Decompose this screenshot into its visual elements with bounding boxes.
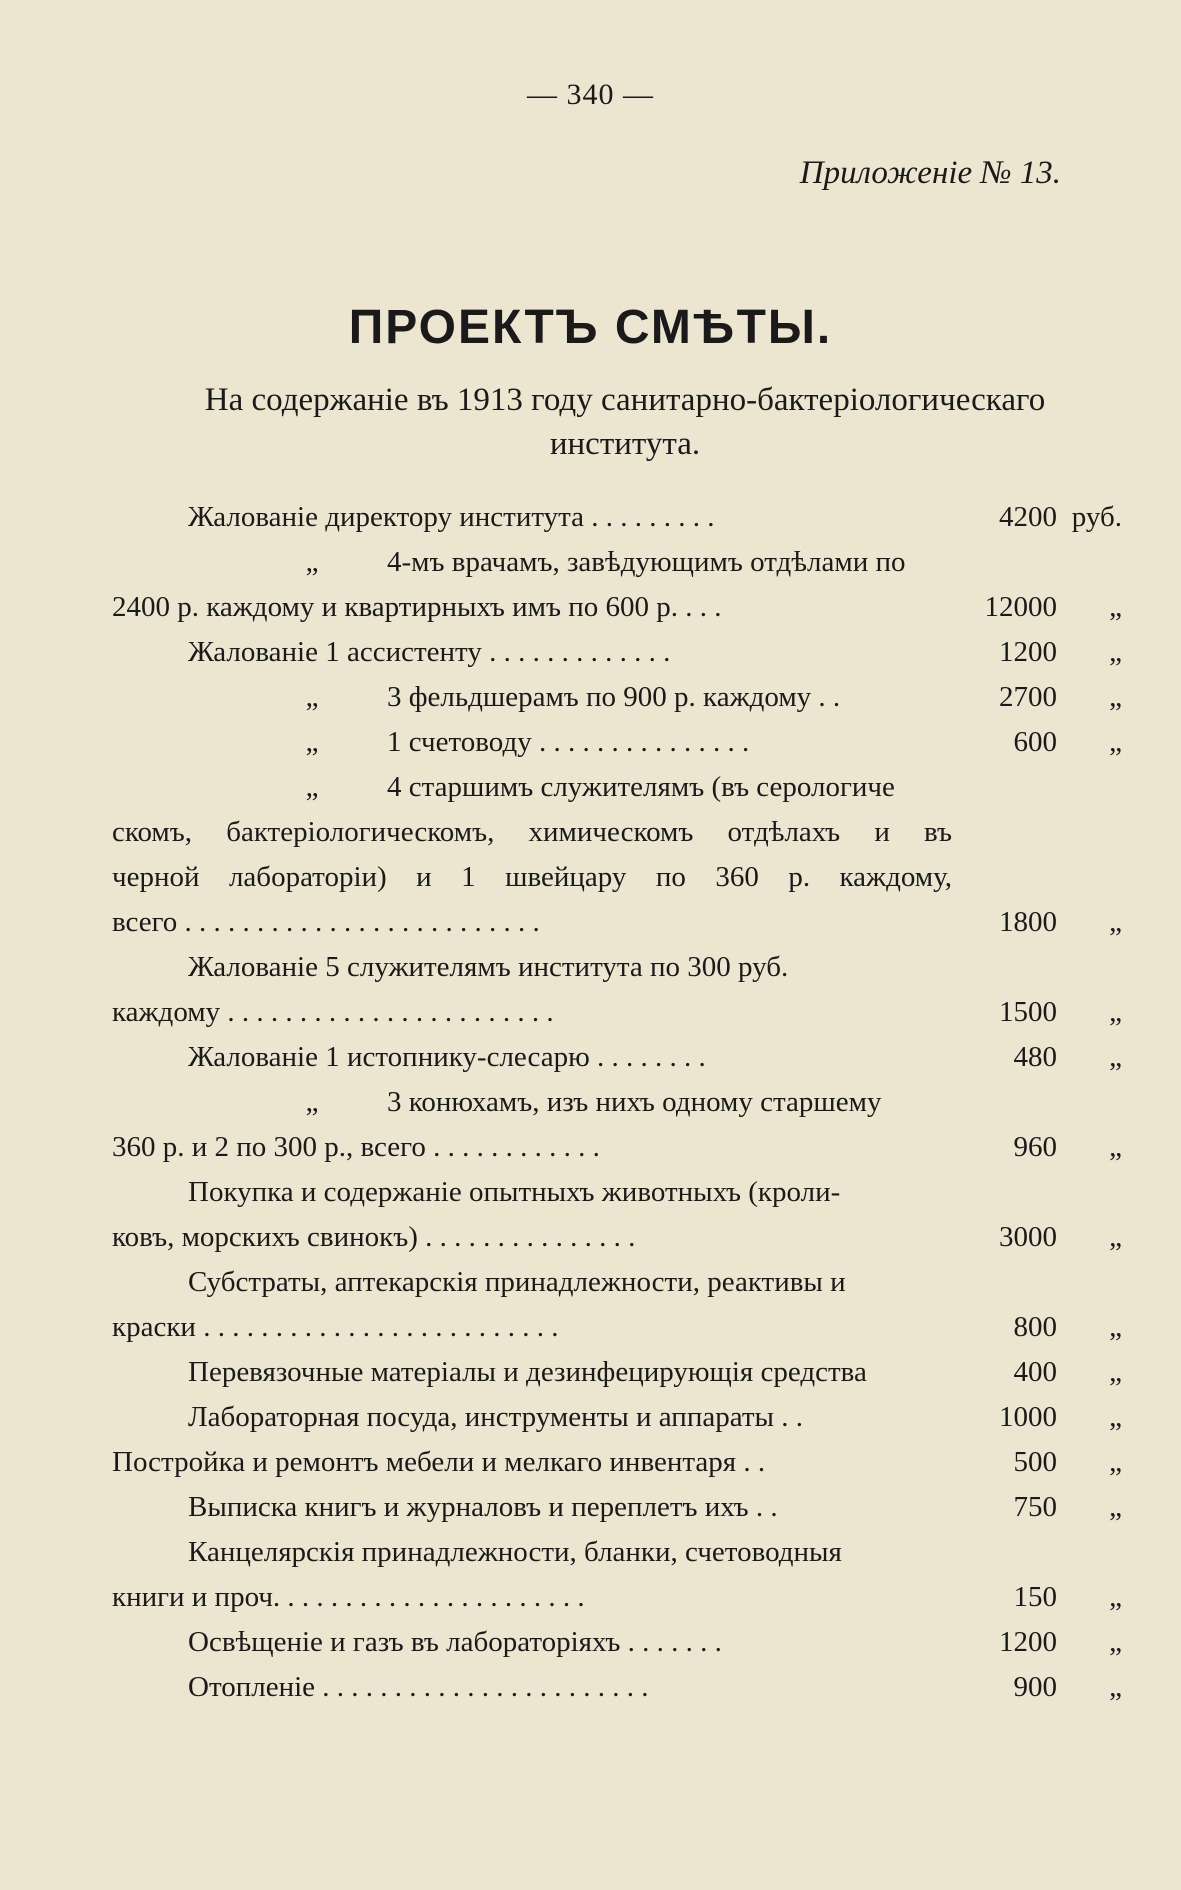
row-text: Субстраты, аптекарскія принадлежности, реактивы и xyxy=(188,1266,846,1298)
budget-row xyxy=(112,1215,1122,1260)
row-unit: „ xyxy=(1109,1221,1122,1253)
row-text: всего . . . . . . . . . . . . . . . . . . . . . . . . . xyxy=(112,906,540,938)
row-text: Жалованіе 1 ассистенту . . . . . . . . . . . . . xyxy=(188,636,671,668)
row-text: Выписка книгъ и журналовъ и переплетъ ихъ . . xyxy=(188,1491,778,1523)
row-unit: „ xyxy=(1109,1131,1122,1163)
budget-row xyxy=(112,585,1122,630)
budget-row xyxy=(112,720,1122,765)
row-unit: „ xyxy=(1109,726,1122,758)
row-text: каждому . . . . . . . . . . . . . . . . . . . . . . . xyxy=(112,996,554,1028)
row-unit: „ xyxy=(1109,591,1122,623)
budget-row xyxy=(112,1305,1122,1350)
row-text: Жалованіе 1 истопнику-слесарю . . . . . . . . xyxy=(188,1041,706,1073)
row-text: Канцелярскія принадлежности, бланки, счетоводныя xyxy=(188,1536,842,1568)
row-amount: 600 xyxy=(1013,726,1057,758)
page-number: — 340 — xyxy=(527,78,654,111)
subtitle-line-1: На содержаніе въ 1913 году санитарно-бактеріологическаго xyxy=(204,382,1046,418)
row-amount: 3000 xyxy=(999,1221,1057,1253)
row-text: Освѣщеніе и газъ въ лабораторіяхъ . . . . . . . xyxy=(188,1626,722,1658)
row-amount: 1200 xyxy=(999,636,1057,668)
page-title: ПРОЕКТЪ СМѢТЫ. xyxy=(348,301,833,354)
row-amount: 480 xyxy=(1013,1041,1057,1073)
row-unit: руб. xyxy=(1071,501,1122,533)
row-amount: 500 xyxy=(1013,1446,1057,1478)
row-text-ditto xyxy=(112,720,952,765)
budget-row xyxy=(112,990,1122,1035)
row-unit: „ xyxy=(1109,1041,1122,1073)
budget-row xyxy=(112,1395,1122,1440)
budget-row xyxy=(112,1350,1122,1395)
row-text: 360 р. и 2 по 300 р., всего . . . . . . . . . . . . xyxy=(112,1131,600,1163)
row-text: ковъ, морскихъ свинокъ) . . . . . . . . . . . . . . . xyxy=(112,1221,636,1253)
row-text: 1 счетоводу . . . . . . . . . . . . . . . xyxy=(387,726,750,758)
row-text-ditto xyxy=(112,540,952,585)
ditto-mark: „ xyxy=(305,771,319,803)
row-text: Постройка и ремонтъ мебели и мелкаго инвентаря . . xyxy=(112,1446,766,1478)
row-unit: „ xyxy=(1109,1626,1122,1658)
budget-list xyxy=(112,495,1122,1710)
row-text-ditto xyxy=(112,765,952,810)
row-text: черной лабораторіи) и 1 швейцару по 360 р. каждому, xyxy=(112,861,952,893)
budget-row xyxy=(112,945,1122,990)
budget-row xyxy=(112,1260,1122,1305)
row-text: краски . . . . . . . . . . . . . . . . . . . . . . . . . xyxy=(112,1311,559,1343)
budget-row xyxy=(112,1665,1122,1710)
budget-row xyxy=(112,855,1122,900)
row-amount: 1000 xyxy=(999,1401,1057,1433)
row-text: скомъ, бактеріологическомъ, химическомъ отдѣлахъ и въ xyxy=(112,816,952,848)
subtitle-line-2: института. xyxy=(549,426,701,462)
budget-row xyxy=(112,1485,1122,1530)
budget-row xyxy=(112,1620,1122,1665)
budget-row xyxy=(112,1080,1122,1125)
row-amount: 960 xyxy=(1013,1131,1057,1163)
row-amount: 2700 xyxy=(999,681,1057,713)
row-text: Жалованіе директору института . . . . . . . . . xyxy=(188,501,715,533)
row-text: книги и проч. . . . . . . . . . . . . . . . . . . . . . xyxy=(112,1581,585,1613)
row-unit: „ xyxy=(1109,996,1122,1028)
row-unit: „ xyxy=(1109,636,1122,668)
row-unit: „ xyxy=(1109,906,1122,938)
row-amount: 4200 xyxy=(999,501,1057,533)
budget-row xyxy=(112,495,1122,540)
budget-row xyxy=(112,1170,1122,1215)
budget-row xyxy=(112,1575,1122,1620)
row-amount: 400 xyxy=(1013,1356,1057,1388)
row-text: Перевязочные матеріалы и дезинфецирующія средства xyxy=(188,1356,867,1388)
budget-row xyxy=(112,540,1122,585)
row-text: 2400 р. каждому и квартирныхъ имъ по 600 р. . . . xyxy=(112,591,722,623)
row-unit: „ xyxy=(1109,1311,1122,1343)
row-text: 4 старшимъ служителямъ (въ серологиче xyxy=(387,771,895,803)
row-text: Покупка и содержаніе опытныхъ животныхъ (кроли- xyxy=(188,1176,841,1208)
budget-row xyxy=(112,765,1122,810)
budget-row xyxy=(112,1440,1122,1485)
row-amount: 1500 xyxy=(999,996,1057,1028)
row-amount: 1800 xyxy=(999,906,1057,938)
row-amount: 150 xyxy=(1013,1581,1057,1613)
budget-row xyxy=(112,630,1122,675)
row-unit: „ xyxy=(1109,1671,1122,1703)
row-unit: „ xyxy=(1109,1581,1122,1613)
budget-row xyxy=(112,900,1122,945)
budget-row xyxy=(112,675,1122,720)
row-text: Отопленіе . . . . . . . . . . . . . . . . . . . . . . . xyxy=(188,1671,649,1703)
ditto-mark: „ xyxy=(305,681,319,713)
row-amount: 1200 xyxy=(999,1626,1057,1658)
row-text: 3 конюхамъ, изъ нихъ одному старшему xyxy=(387,1086,882,1118)
row-amount: 750 xyxy=(1013,1491,1057,1523)
row-unit: „ xyxy=(1109,1401,1122,1433)
ditto-mark: „ xyxy=(305,1086,319,1118)
appendix-label: Приложеніе № 13. xyxy=(799,155,1061,191)
row-text: Лабораторная посуда, инструменты и аппараты . . xyxy=(188,1401,803,1433)
row-unit: „ xyxy=(1109,681,1122,713)
ditto-mark: „ xyxy=(305,726,319,758)
row-unit: „ xyxy=(1109,1491,1122,1523)
row-text: Жалованіе 5 служителямъ института по 300 руб. xyxy=(188,951,789,983)
ditto-mark: „ xyxy=(305,546,319,578)
row-text: 4-мъ врачамъ, завѣдующимъ отдѣлами по xyxy=(387,546,906,578)
row-amount: 12000 xyxy=(984,591,1057,623)
budget-row xyxy=(112,1035,1122,1080)
row-unit: „ xyxy=(1109,1356,1122,1388)
budget-row xyxy=(112,810,1122,855)
row-text-ditto xyxy=(112,1080,952,1125)
row-text-ditto xyxy=(112,675,952,720)
row-amount: 900 xyxy=(1013,1671,1057,1703)
row-text: 3 фельдшерамъ по 900 р. каждому . . xyxy=(387,681,841,713)
row-unit: „ xyxy=(1109,1446,1122,1478)
row-amount: 800 xyxy=(1013,1311,1057,1343)
subtitle xyxy=(110,378,1140,466)
budget-row xyxy=(112,1530,1122,1575)
budget-row xyxy=(112,1125,1122,1170)
